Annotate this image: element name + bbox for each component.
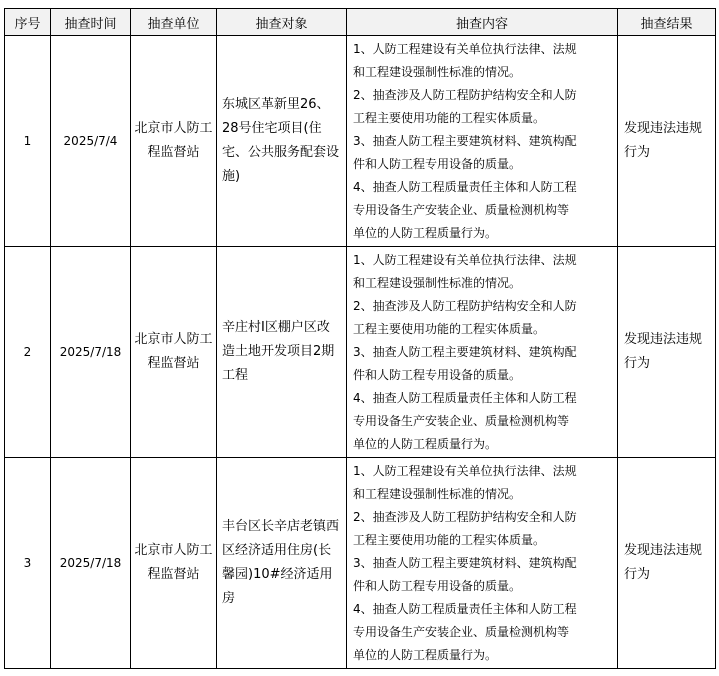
row-unit: 北京市人防工程监督站 xyxy=(131,247,217,458)
content-line: 和工程建设强制性标准的情况。 xyxy=(353,64,522,79)
row-unit: 北京市人防工程监督站 xyxy=(131,458,217,669)
row-index: 2 xyxy=(5,247,51,458)
content-line: 工程主要使用功能的工程实体质量。 xyxy=(353,110,546,125)
row-target: 丰台区长辛店老镇西区经济适用住房(长馨园)10#经济适用房 xyxy=(217,458,347,669)
content-line: 3、抽查人防工程主要建筑材料、建筑构配 xyxy=(353,344,577,359)
table-row xyxy=(5,247,716,458)
content-line: 4、抽查人防工程质量责任主体和人防工程 xyxy=(353,601,577,616)
row-unit: 北京市人防工程监督站 xyxy=(131,36,217,247)
content-line: 工程主要使用功能的工程实体质量。 xyxy=(353,532,546,547)
content-line: 专用设备生产安装企业、质量检测机构等 xyxy=(353,624,570,639)
header-content: 抽查内容 xyxy=(347,9,618,36)
content-line: 件和人防工程专用设备的质量。 xyxy=(353,156,522,171)
row-result: 发现违法违规行为 xyxy=(618,36,716,247)
content-line: 2、抽查涉及人防工程防护结构安全和人防 xyxy=(353,298,577,313)
content-line: 2、抽查涉及人防工程防护结构安全和人防 xyxy=(353,87,577,102)
row-index: 3 xyxy=(5,458,51,669)
row-content xyxy=(347,36,618,247)
inspection-table xyxy=(4,8,716,669)
row-result: 发现违法违规行为 xyxy=(618,458,716,669)
table-row xyxy=(5,36,716,247)
content-line: 单位的人防工程质量行为。 xyxy=(353,436,498,451)
content-line: 和工程建设强制性标准的情况。 xyxy=(353,275,522,290)
content-line: 2、抽查涉及人防工程防护结构安全和人防 xyxy=(353,509,577,524)
content-line: 单位的人防工程质量行为。 xyxy=(353,647,498,662)
header-date: 抽查时间 xyxy=(51,9,131,36)
content-line: 专用设备生产安装企业、质量检测机构等 xyxy=(353,413,570,428)
content-line: 和工程建设强制性标准的情况。 xyxy=(353,486,522,501)
header-target: 抽查对象 xyxy=(217,9,347,36)
content-line: 工程主要使用功能的工程实体质量。 xyxy=(353,321,546,336)
content-line: 1、人防工程建设有关单位执行法律、法规 xyxy=(353,41,577,56)
row-date: 2025/7/18 xyxy=(51,247,131,458)
content-line: 件和人防工程专用设备的质量。 xyxy=(353,367,522,382)
header-unit: 抽查单位 xyxy=(131,9,217,36)
content-line: 件和人防工程专用设备的质量。 xyxy=(353,578,522,593)
header-result: 抽查结果 xyxy=(618,9,716,36)
content-line: 1、人防工程建设有关单位执行法律、法规 xyxy=(353,252,577,267)
row-target: 东城区革新里26、28号住宅项目(住宅、公共服务配套设施) xyxy=(217,36,347,247)
header-index: 序号 xyxy=(5,9,51,36)
row-date: 2025/7/4 xyxy=(51,36,131,247)
row-content xyxy=(347,247,618,458)
table-row xyxy=(5,458,716,669)
content-line: 3、抽查人防工程主要建筑材料、建筑构配 xyxy=(353,555,577,570)
content-line: 4、抽查人防工程质量责任主体和人防工程 xyxy=(353,179,577,194)
header-row xyxy=(5,9,716,36)
row-index: 1 xyxy=(5,36,51,247)
row-date: 2025/7/18 xyxy=(51,458,131,669)
content-line: 4、抽查人防工程质量责任主体和人防工程 xyxy=(353,390,577,405)
content-line: 单位的人防工程质量行为。 xyxy=(353,225,498,240)
row-result: 发现违法违规行为 xyxy=(618,247,716,458)
content-line: 专用设备生产安装企业、质量检测机构等 xyxy=(353,202,570,217)
row-content xyxy=(347,458,618,669)
content-line: 3、抽查人防工程主要建筑材料、建筑构配 xyxy=(353,133,577,148)
content-line: 1、人防工程建设有关单位执行法律、法规 xyxy=(353,463,577,478)
row-target: 辛庄村I区棚户区改造土地开发项目2期工程 xyxy=(217,247,347,458)
